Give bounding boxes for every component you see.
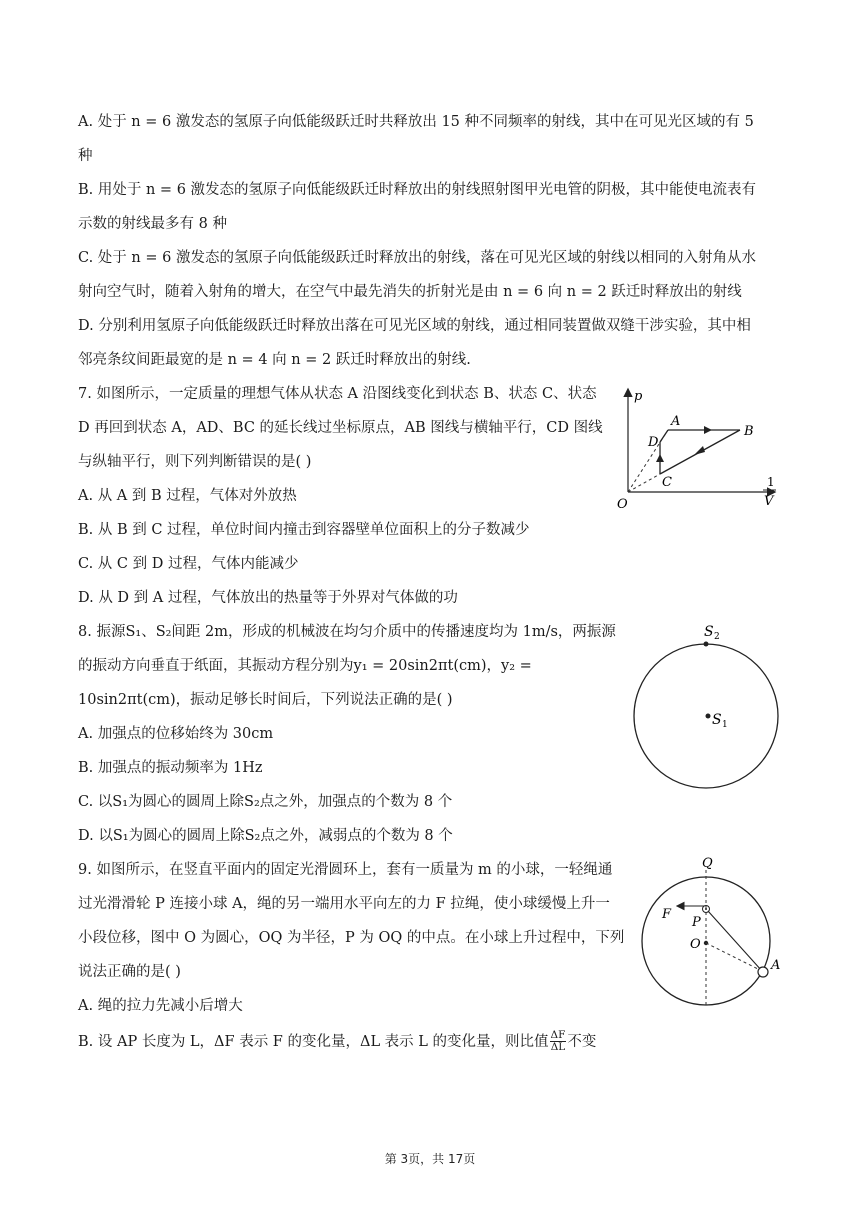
q7-point-a: A	[671, 414, 681, 429]
q9-stem-line2: 过光滑滑轮 P 连接小球 A，绳的另一端用水平向左的力 F 拉绳，使小球缓慢上升一	[78, 896, 610, 912]
q9-ring-pulley-figure	[630, 856, 790, 1016]
q6-option-d-line1: D. 分别利用氢原子向低能级跃迁时释放出落在可见光区域的射线，通过相同装置做双缝干涉实验，其中相	[78, 318, 751, 334]
q7-axis-p: p	[634, 389, 643, 404]
q7-option-b: B. 从 B 到 C 过程，单位时间内撞击到容器壁单位面积上的分子数减少	[78, 522, 530, 538]
q8-label-s1-sub: 1	[722, 720, 728, 730]
q9-fraction-numerator: ΔF	[550, 1029, 566, 1041]
q6-option-d-line2: 邻亮条纹间距最宽的是 n = 4 向 n = 2 跃迁时释放出的射线.	[78, 352, 471, 368]
q7-axis-x-den: V	[764, 494, 774, 509]
q6-option-c-line1: C. 处于 n = 6 激发态的氢原子向低能级跃迁时释放出的射线，落在可见光区域的射线以相同的入射角从水	[78, 250, 756, 266]
q9-stem-line1: 9. 如图所示，在竖直平面内的固定光滑圆环上，套有一质量为 m 的小球，一轻绳通	[78, 862, 613, 878]
q8-option-b: B. 加强点的振动频率为 1Hz	[78, 760, 263, 776]
q8-option-c: C. 以S₁为圆心的圆周上除S₂点之外，加强点的个数为 8 个	[78, 794, 453, 810]
q6-option-b-line2: 示数的射线最多有 8 种	[78, 216, 227, 232]
q8-label-s2: S	[704, 624, 714, 640]
q8-source-circle-figure	[628, 618, 788, 848]
q7-option-c: C. 从 C 到 D 过程，气体内能减少	[78, 556, 299, 572]
q8-label-s2-sub: 2	[714, 632, 720, 642]
q7-stem-line2: D 再回到状态 A，AD、BC 的延长线过坐标原点，AB 图线与横轴平行，CD 图线	[78, 420, 603, 436]
q9-label-p: P	[692, 915, 701, 930]
q9-option-b-fraction	[550, 1030, 567, 1053]
q9-option-b-text: B. 设 AP 长度为 L，ΔF 表示 F 的变化量，ΔL 表示 L 的变化量，则比值	[78, 1033, 549, 1050]
q9-stem-line3: 小段位移，图中 O 为圆心，OQ 为半径，P 为 OQ 的中点。在小球上升过程中，下列	[78, 930, 625, 946]
q9-label-a: A	[771, 958, 781, 973]
q9-option-a: A. 绳的拉力先减小后增大	[78, 998, 243, 1014]
q7-stem-line1: 7. 如图所示，一定质量的理想气体从状态 A 沿图线变化到状态 B、状态 C、状态	[78, 386, 597, 402]
q7-option-d: D. 从 D 到 A 过程，气体放出的热量等于外界对气体做的功	[78, 590, 458, 606]
q8-label-s1: S	[712, 712, 722, 728]
q8-option-a: A. 加强点的位移始终为 30cm	[78, 726, 274, 742]
q6-option-b-line1: B. 用处于 n = 6 激发态的氢原子向低能级跃迁时释放出的射线照射图甲光电管的阴极，其中能使电流表有	[78, 182, 757, 198]
q7-point-d: D	[648, 435, 659, 450]
q9-label-q: Q	[702, 856, 713, 871]
q6-option-a-line1: A. 处于 n = 6 激发态的氢原子向低能级跃迁时共释放出 15 种不同频率的射线，其中在可见光区域的有 5	[78, 114, 754, 130]
q7-stem-line3: 与纵轴平行，则下列判断错误的是( )	[78, 454, 312, 470]
q7-point-b: B	[744, 424, 754, 439]
q8-option-d: D. 以S₁为圆心的圆周上除S₂点之外，减弱点的个数为 8 个	[78, 828, 453, 844]
q9-label-f: F	[662, 907, 672, 922]
q6-option-c-line2: 射向空气时，随着入射角的增大，在空气中最先消失的折射光是由 n = 6 向 n = 2 跃迁时释放出的射线	[78, 284, 742, 300]
q8-stem-line3: 10sin2πt(cm)，振动足够长时间后，下列说法正确的是( )	[78, 692, 453, 708]
q7-option-a: A. 从 A 到 B 过程，气体对外放热	[78, 488, 297, 504]
q8-stem-line1: 8. 振源S₁、S₂间距 2m，形成的机械波在均匀介质中的传播速度均为 1m/s，两振源	[78, 624, 616, 640]
q9-option-b	[78, 1030, 596, 1053]
q7-point-c: C	[662, 475, 672, 490]
q9-stem-line4: 说法正确的是( )	[78, 964, 181, 980]
q7-origin-label: O	[617, 497, 628, 512]
q9-label-o: O	[690, 937, 701, 952]
q9-option-b-suffix: 不变	[567, 1033, 597, 1050]
page-footer: 第 3页，共 17页	[384, 1152, 476, 1166]
q7-axis-x-num: 1	[767, 475, 775, 489]
q6-option-a-line2: 种	[78, 148, 93, 164]
q8-stem-line2: 的振动方向垂直于纸面，其振动方程分别为y₁ = 20sin2πt(cm)，y₂ =	[78, 658, 532, 674]
q9-fraction-denominator: ΔL	[550, 1041, 566, 1053]
q7-pv-figure	[612, 382, 782, 514]
